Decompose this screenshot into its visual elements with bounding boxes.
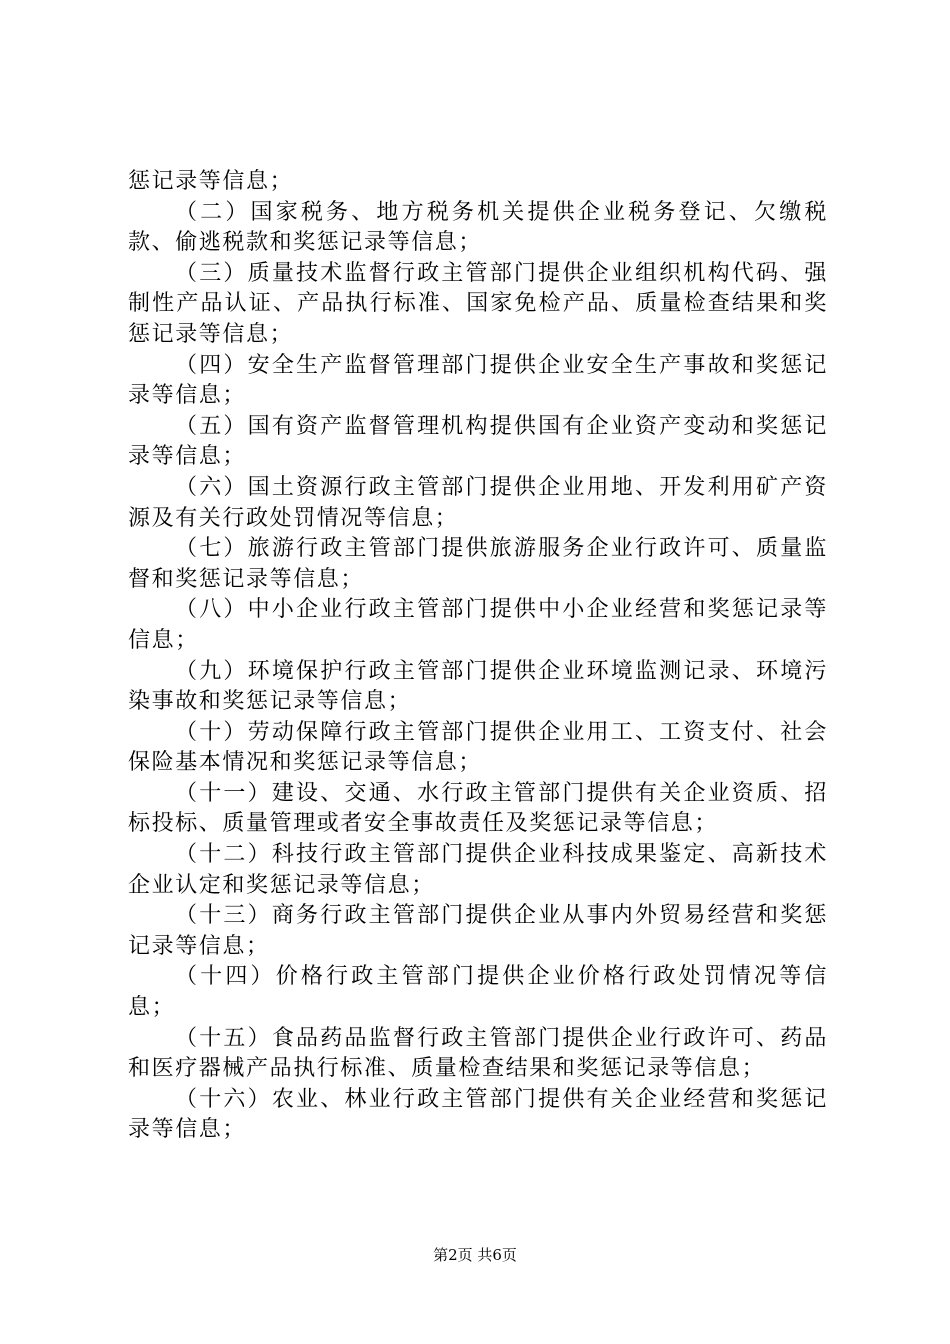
page-number-footer: 第2页 共6页	[433, 1246, 517, 1264]
paragraph-item-5: （五）国有资产监督管理机构提供国有企业资产变动和奖惩记录等信息；	[128, 413, 828, 470]
paragraph-item-14: （十四）价格行政主管部门提供企业价格行政处罚情况等信息；	[128, 964, 828, 1021]
paragraph-item-10: （十）劳动保障行政主管部门提供企业用工、工资支付、社会保险基本情况和奖惩记录等信息；	[128, 719, 828, 776]
paragraph-continuation: 惩记录等信息；	[128, 169, 294, 194]
paragraph-item-8: （八）中小企业行政主管部门提供中小企业经营和奖惩记录等信息；	[128, 597, 828, 653]
paragraph-item-4: （四）安全生产监督管理部门提供企业安全生产事故和奖惩记录等信息；	[128, 352, 828, 409]
paragraph-item-2: （二）国家税务、地方税务机关提供企业税务登记、欠缴税款、偷逃税款和奖惩记录等信息；	[128, 199, 828, 256]
document-body	[128, 167, 828, 1146]
paragraph-item-11: （十一）建设、交通、水行政主管部门提供有关企业资质、招标投标、质量管理或者安全事故责任及奖惩记录等信息；	[128, 780, 828, 837]
paragraph-item-6: （六）国土资源行政主管部门提供企业用地、开发利用矿产资源及有关行政处罚情况等信息；	[128, 474, 828, 531]
paragraph-item-7: （七）旅游行政主管部门提供旅游服务企业行政许可、质量监督和奖惩记录等信息；	[128, 536, 828, 592]
paragraph-item-16: （十六）农业、林业行政主管部门提供有关企业经营和奖惩记录等信息；	[128, 1086, 828, 1143]
paragraph-item-12: （十二）科技行政主管部门提供企业科技成果鉴定、高新技术企业认定和奖惩记录等信息；	[128, 842, 828, 898]
paragraph-item-15: （十五）食品药品监督行政主管部门提供企业行政许可、药品和医疗器械产品执行标准、质量检查结果和奖惩记录等信息；	[128, 1025, 828, 1082]
paragraph-item-13: （十三）商务行政主管部门提供企业从事内外贸易经营和奖惩记录等信息；	[128, 903, 828, 959]
paragraph-item-9: （九）环境保护行政主管部门提供企业环境监测记录、环境污染事故和奖惩记录等信息；	[128, 658, 828, 715]
paragraph-item-3: （三）质量技术监督行政主管部门提供企业组织机构代码、强制性产品认证、产品执行标准、国家免检产品、质量检查结果和奖惩记录等信息；	[128, 260, 828, 347]
